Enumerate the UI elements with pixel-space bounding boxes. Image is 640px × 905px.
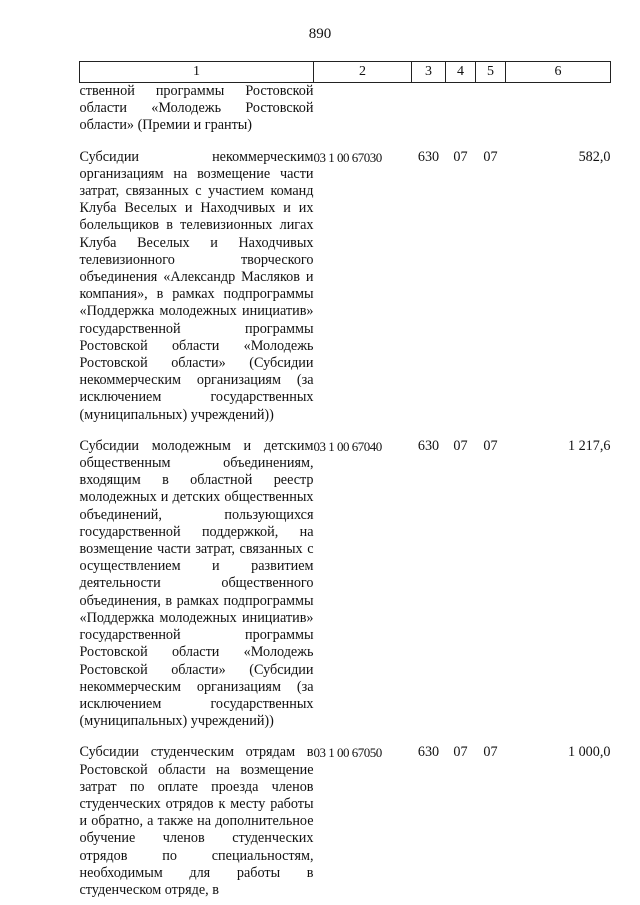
row-amount: 1 000,0	[567, 744, 611, 761]
column-header-4: 4	[446, 62, 476, 83]
column-header-3: 3	[412, 62, 446, 83]
row-col4: 07	[453, 148, 468, 165]
row-description: Субсидии молодежным и детским общественным объединениям, входящим в областной реестр молодежных и детских общественных объединений, пользующихся государственной поддержкой, на возмещение части затрат, связанных с осуществлением и развитием деятельности общественного объединения, в рамках подпрограммы «Поддержка молодежных инициатив» государственной программы Ростовской области «Молодежь Ростовской области» (Субсидии некоммерческим организациям (за исключением государственных (муниципальных) учреждений))	[79, 437, 314, 730]
column-header-1: 1	[80, 62, 314, 83]
table-row	[80, 424, 611, 730]
row-col5: 07	[483, 744, 498, 761]
row-col3	[412, 83, 446, 135]
column-header-6: 6	[506, 62, 611, 83]
table-row	[80, 83, 611, 135]
row-col4	[446, 83, 476, 135]
row-code: 03 1 00 67030	[313, 149, 382, 165]
row-code: 03 1 00 67050	[313, 745, 382, 761]
row-description: Субсидии некоммерческим организациям на возмещение части затрат, связанных с участием команд Клуба Веселых и Находчивых и их болельщиков в телевизионных лигах Клуба Веселых и Находчивых телевизионного творческого объединения «Александр Масляков и компания», в рамках подпрограммы «Поддержка молодежных инициатив» государственной программы Ростовской области «Молодежь Ростовской области» (Субсидии некоммерческим организациям (за исключением государственных (муниципальных) учреждений))	[79, 148, 314, 423]
table-header-row	[80, 62, 611, 83]
row-col5: 07	[483, 437, 498, 454]
table-row	[80, 730, 611, 899]
budget-table	[79, 61, 611, 899]
column-header-5: 5	[476, 62, 506, 83]
row-amount	[506, 83, 611, 135]
row-col3: 630	[417, 437, 440, 454]
page-number: 890	[308, 26, 332, 42]
row-col4: 07	[453, 437, 468, 454]
table-row	[80, 135, 611, 424]
row-description: Субсидии студенческим отрядам в Ростовской области на возмещение затрат по оплате проезда членов студенческих отрядов к месту работы и обратно, а также на дополнительное обучение членов студенческих отрядов по специальностям, необходимым для работы в студенческом отряде, в	[79, 744, 314, 898]
row-code: 03 1 00 67040	[313, 438, 382, 454]
row-code	[314, 83, 412, 135]
row-col3: 630	[417, 744, 440, 761]
row-col5	[476, 83, 506, 135]
row-amount: 1 217,6	[567, 437, 611, 454]
row-amount: 582,0	[578, 148, 611, 165]
row-description: ственной программы Ростовской области «Молодежь Ростовской области» (Премии и гранты)	[79, 83, 314, 134]
column-header-2: 2	[314, 62, 412, 83]
row-col4: 07	[453, 744, 468, 761]
row-col5: 07	[483, 148, 498, 165]
row-col3: 630	[417, 148, 440, 165]
